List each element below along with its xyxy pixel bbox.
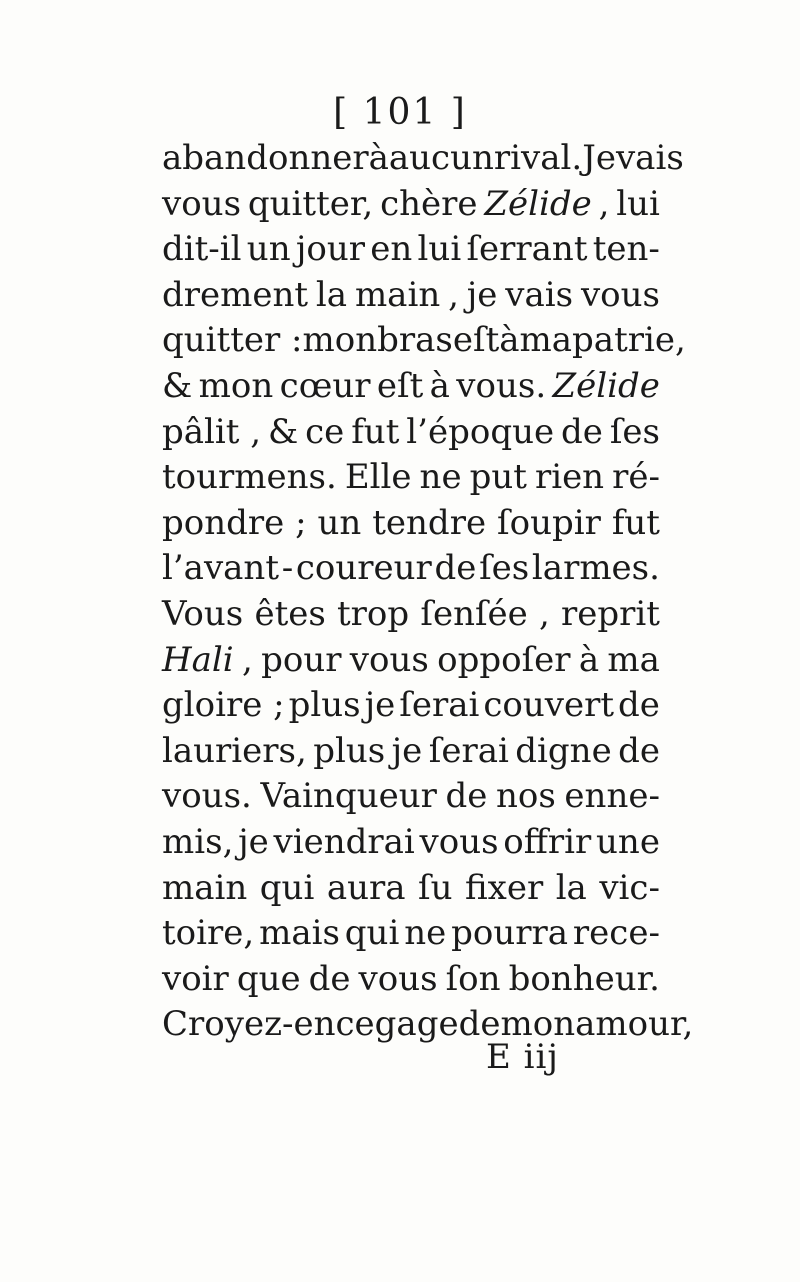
word: je	[391, 730, 423, 771]
word: rival.	[493, 138, 583, 178]
word: trop	[337, 593, 410, 634]
text-line	[162, 364, 660, 410]
word: aucun	[388, 138, 494, 178]
word: nos	[495, 776, 556, 817]
word: en	[370, 229, 413, 270]
word: patrie,	[572, 320, 686, 361]
word: main	[354, 274, 441, 315]
word: ma	[519, 320, 573, 361]
word: ſes	[609, 411, 660, 452]
text-line	[162, 227, 660, 273]
word: tendre	[372, 502, 487, 543]
word: lui	[417, 229, 462, 270]
text-line	[162, 729, 660, 775]
text-line	[162, 683, 660, 729]
text-line	[162, 501, 660, 547]
word: vic-	[599, 867, 660, 908]
word: fut	[611, 502, 660, 543]
text-line	[162, 136, 684, 182]
text-line	[162, 410, 660, 456]
word: qui	[259, 867, 315, 908]
text-line	[162, 592, 660, 638]
word: bonheur.	[508, 958, 660, 999]
text-line	[162, 455, 660, 501]
text-line	[162, 866, 660, 912]
word: pourra	[451, 913, 569, 954]
text-line	[162, 546, 660, 592]
text-line	[162, 820, 660, 866]
word: enne-	[564, 776, 660, 817]
word: un	[246, 229, 291, 270]
word: rece-	[572, 913, 660, 954]
word: bras	[377, 320, 453, 361]
word: à	[499, 320, 520, 361]
word: voir	[162, 958, 229, 999]
word: gage	[374, 1004, 459, 1045]
word: amour,	[575, 1004, 694, 1045]
word: ſerai	[399, 685, 480, 726]
word: dit-il	[162, 229, 242, 270]
word: drement	[162, 274, 309, 315]
word: je	[466, 274, 498, 315]
word: à	[429, 365, 450, 406]
text-line	[162, 273, 660, 319]
word: Je	[582, 138, 616, 178]
word: toire,	[162, 913, 255, 954]
word: vous.	[456, 365, 547, 406]
word: vous	[358, 958, 438, 999]
word: de	[618, 730, 660, 771]
word: ſerai	[428, 730, 509, 771]
word: vous	[419, 821, 499, 862]
word: de	[458, 1004, 501, 1045]
word: vous	[162, 183, 242, 224]
word: mon	[198, 365, 274, 406]
word: l’époque	[406, 411, 555, 452]
word: pondre ;	[162, 502, 307, 543]
word: eſt	[452, 320, 500, 361]
text-line	[162, 638, 660, 684]
word: la	[315, 274, 348, 315]
word: un	[317, 502, 362, 543]
word: l’avant	[162, 548, 279, 589]
text-line	[162, 774, 660, 820]
word: fut	[351, 411, 400, 452]
word: je	[364, 685, 396, 726]
word: à	[578, 639, 600, 680]
word: ma	[607, 639, 660, 680]
word: ré-	[612, 457, 660, 498]
word: tourmens.	[162, 457, 337, 498]
word: pâlit ,	[162, 411, 262, 452]
word: &	[162, 365, 193, 406]
word: chère	[380, 183, 478, 224]
word: abandonner	[162, 138, 369, 178]
word: rien	[534, 457, 605, 498]
word: de	[445, 776, 488, 817]
word: coureur	[295, 548, 432, 589]
word: ſerrant	[466, 229, 588, 270]
word: jour	[295, 229, 366, 270]
word: vous.	[162, 776, 252, 817]
word: gloire ;	[162, 685, 285, 726]
text-line	[162, 318, 686, 364]
word: ,	[241, 639, 253, 680]
word: vais	[615, 138, 684, 178]
word: fixer	[464, 867, 544, 908]
signature-mark: E iij	[486, 1037, 559, 1077]
word: de	[308, 958, 351, 999]
text-line	[162, 182, 660, 228]
word: aura	[326, 867, 406, 908]
word: larmes.	[531, 548, 660, 589]
word: êtes	[254, 593, 326, 634]
word: eſt	[376, 365, 424, 406]
text-line	[162, 911, 660, 957]
word: lui	[616, 183, 660, 224]
word: reprit	[561, 593, 660, 634]
word: vous	[580, 274, 660, 315]
text-line	[162, 1002, 694, 1048]
word: je	[238, 821, 269, 862]
word: qui	[344, 913, 400, 954]
word: quitter,	[247, 183, 374, 224]
word: lauriers,	[162, 730, 307, 771]
word: ne	[404, 913, 447, 954]
word: viendrai	[273, 821, 415, 862]
word: Elle	[344, 457, 412, 498]
word: mis,	[162, 821, 234, 862]
word: vous	[349, 639, 429, 680]
word: -	[281, 548, 294, 589]
word: Croyez-en	[162, 1004, 336, 1045]
word: ,	[539, 593, 550, 634]
word: mon	[302, 320, 378, 361]
word: ,	[598, 183, 610, 224]
word: mon	[500, 1004, 576, 1045]
word: Vous	[162, 593, 244, 634]
word: couvert	[483, 685, 615, 726]
word: plus	[313, 730, 386, 771]
word: ſon	[445, 958, 501, 999]
word: une	[596, 821, 660, 862]
word: plus	[288, 685, 361, 726]
word: put	[469, 457, 527, 498]
word: vais	[505, 274, 574, 315]
word: Zélide	[484, 183, 592, 224]
word: offrir	[503, 821, 592, 862]
word: mais	[259, 913, 340, 954]
word: la	[555, 867, 587, 908]
word: de	[618, 685, 660, 726]
word: ce	[305, 411, 345, 452]
word: quitter :	[162, 320, 303, 361]
word: Hali	[162, 639, 234, 680]
word: à	[368, 138, 389, 178]
word: ce	[335, 1004, 375, 1045]
word: ſenſée	[420, 593, 528, 634]
word: ſes	[479, 548, 530, 589]
word: ſu	[418, 867, 453, 908]
text-line	[162, 957, 660, 1003]
word: ſoupir	[497, 502, 601, 543]
word: ,	[448, 274, 459, 315]
word: de	[561, 411, 603, 452]
word: de	[434, 548, 477, 589]
word: Vainqueur	[260, 776, 437, 817]
word: oppoſer	[437, 639, 571, 680]
word: pour	[261, 639, 342, 680]
page-number: [ 101 ]	[333, 92, 467, 133]
word: Zélide	[552, 365, 660, 406]
word: &	[267, 411, 299, 452]
word: cœur	[279, 365, 371, 406]
word: ne	[419, 457, 462, 498]
word: digne	[515, 730, 612, 771]
body-text	[162, 136, 694, 1048]
word: ten-	[592, 229, 660, 270]
word: main	[162, 867, 248, 908]
word: que	[236, 958, 301, 999]
